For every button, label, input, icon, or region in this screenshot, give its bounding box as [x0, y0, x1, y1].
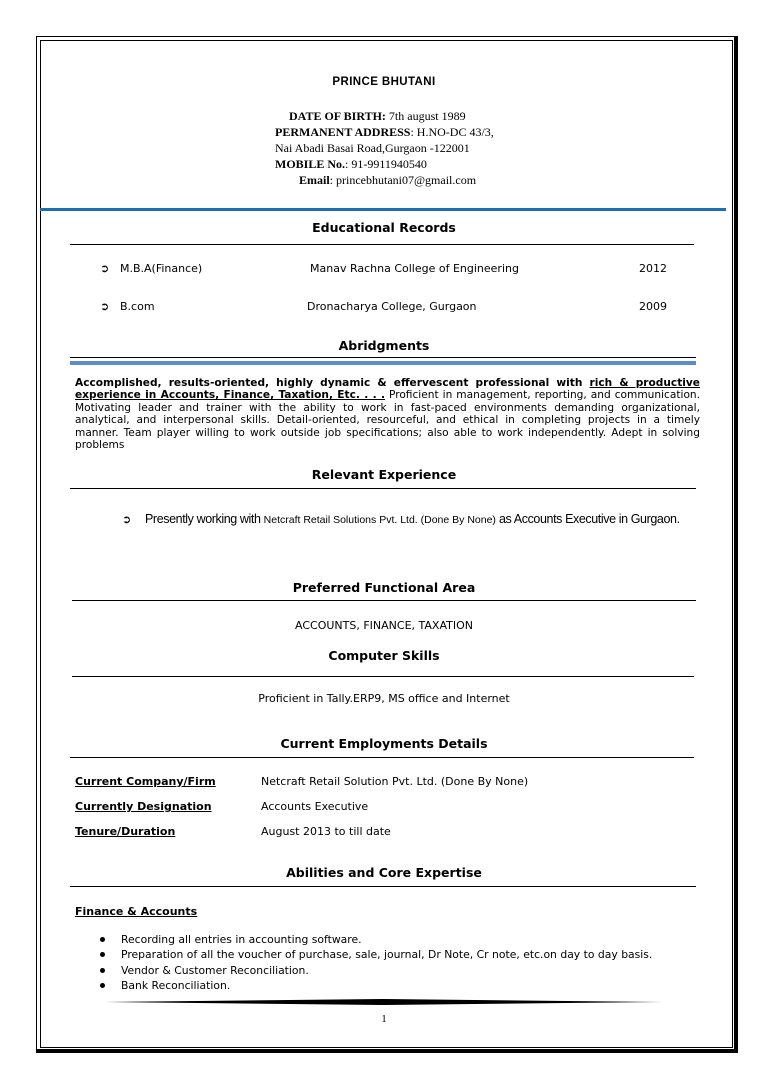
dob-line [275, 108, 494, 124]
abilities-list [100, 932, 652, 993]
experience-part-2: as Accounts Executive in Gurgaon. [495, 512, 680, 526]
abilities-heading: Abilities and Core Expertise [286, 865, 482, 880]
degree-bcom: B.com [120, 300, 155, 313]
address-line-2: Nai Abadi Basai Road,Gurgaon -122001 [275, 141, 470, 155]
bullet-dot-icon [100, 968, 105, 973]
email-value: : princebhutani07@gmail.com [329, 173, 477, 187]
functional-area-rule [72, 600, 696, 601]
address-line [275, 124, 494, 140]
finance-accounts-subheading: Finance & Accounts [75, 905, 198, 918]
experience-part-1: Presently working with [145, 512, 264, 526]
dob-value: 7th august 1989 [388, 109, 466, 123]
abridgments-heading: Abridgments [338, 338, 430, 353]
computer-skills-heading: Computer Skills [328, 648, 440, 663]
computer-skills-rule [72, 676, 694, 677]
bullet-dot-icon [100, 937, 105, 942]
email-label: Email [299, 173, 330, 187]
designation-label: Currently Designation [75, 800, 212, 813]
abridgments-rule-top [70, 357, 696, 358]
abridgments-bold-intro: Accomplished, results-oriented, highly dynamic & effervescent professional with [75, 377, 590, 389]
computer-skills-value: Proficient in Tally.ERP9, MS office and Internet [258, 692, 510, 705]
list-item [100, 978, 652, 993]
page-border-inner [40, 40, 733, 1048]
arrow-bullet-icon: ➲ [100, 262, 110, 275]
arrow-bullet-icon: ➲ [100, 300, 110, 313]
candidate-name: PRINCE BHUTANI [332, 76, 436, 88]
education-rule [70, 244, 694, 245]
functional-area-value: ACCOUNTS, FINANCE, TAXATION [295, 619, 473, 632]
contact-block [275, 108, 494, 188]
designation-value: Accounts Executive [261, 800, 369, 813]
abilities-rule [70, 886, 696, 887]
experience-company: Netcraft Retail Solutions Pvt. Ltd. (Done By None) [263, 514, 496, 526]
list-item-text: Recording all entries in accounting software. [121, 933, 362, 946]
tenure-label: Tenure/Duration [75, 825, 176, 838]
current-company-value: Netcraft Retail Solution Pvt. Ltd. (Done By None) [261, 775, 529, 788]
mobile-line [275, 156, 494, 172]
arrow-bullet-icon: ➲ [122, 513, 132, 526]
list-item [100, 963, 652, 978]
institute-bcom: Dronacharya College, Gurgaon [307, 300, 477, 313]
list-item [100, 947, 652, 962]
bullet-dot-icon [100, 983, 105, 988]
abridgments-bold-underlined: rich & productive experience in Accounts, Finance, Taxation, Etc. . . . [75, 377, 700, 402]
degree-mba: M.B.A(Finance) [120, 262, 203, 275]
education-heading: Educational Records [312, 220, 456, 235]
abridgments-rest-line-1: Proficient in management, reporting, and communication. [384, 389, 701, 402]
mobile-label: MOBILE No. [275, 157, 346, 171]
institute-mba: Manav Rachna College of Engineering [310, 262, 519, 275]
abridgments-rule-blue [70, 361, 696, 365]
address-label: PERMANENT ADDRESS [275, 125, 411, 139]
abridgments-paragraph [75, 377, 700, 451]
experience-rule [70, 488, 696, 489]
experience-text [145, 509, 705, 531]
bullet-dot-icon [100, 952, 105, 957]
year-mba: 2012 [639, 262, 667, 275]
footer-divider [105, 998, 663, 1006]
header-divider [40, 208, 726, 211]
dob-label: DATE OF BIRTH: [289, 109, 386, 123]
education-row [100, 262, 109, 275]
list-item-text: Bank Reconciliation. [121, 978, 231, 992]
tenure-value: August 2013 to till date [261, 825, 391, 838]
address-value-1: : H.NO-DC 43/3, [410, 125, 494, 139]
page-number: 1 [381, 1013, 387, 1025]
functional-area-heading: Preferred Functional Area [292, 580, 476, 595]
year-bcom: 2009 [639, 300, 667, 313]
current-company-label: Current Company/Firm [75, 775, 216, 788]
employment-rule [70, 757, 694, 758]
list-item [100, 932, 652, 947]
employment-heading: Current Employments Details [280, 736, 488, 751]
experience-heading: Relevant Experience [311, 467, 457, 482]
education-row [100, 300, 109, 313]
abridgments-rest: Motivating leader and trainer with the ability to work in fast-paced environments demanding organizational, analytical, and interpersonal skills. Detail-oriented, resourceful, and ethical in completing projects in a timely manner. Team player willing to work outside job specifications; also able to work independently. Adept in solving problems [75, 401, 700, 452]
list-item-text: Vendor & Customer Reconciliation. [121, 963, 309, 977]
mobile-value: : 91-9911940540 [345, 157, 427, 171]
list-item-text: Preparation of all the voucher of purchase, sale, journal, Dr Note, Cr note, etc.on day to day basis. [121, 948, 653, 962]
email-line [275, 172, 494, 188]
